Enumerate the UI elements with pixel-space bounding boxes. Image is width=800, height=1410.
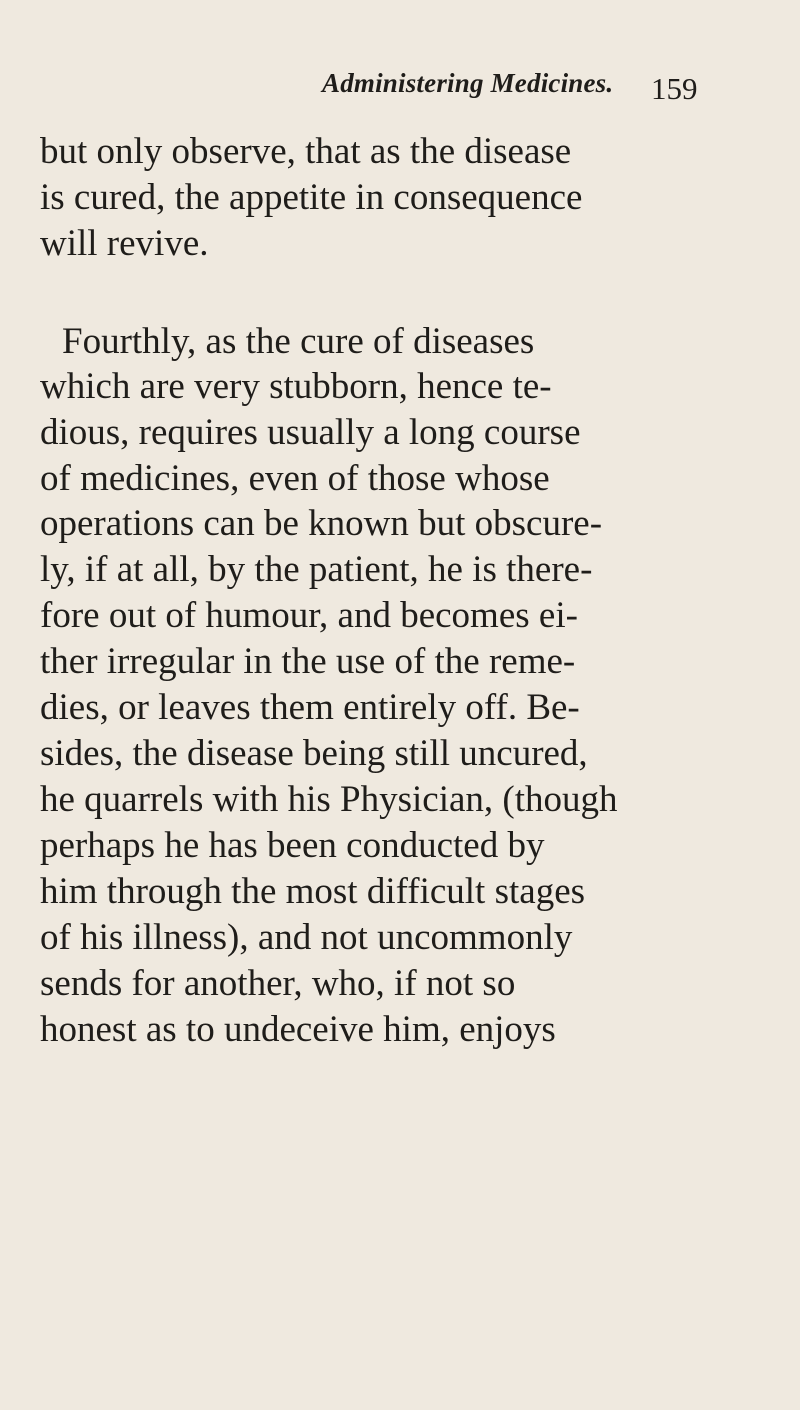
page-number: 159: [651, 71, 698, 106]
text-line: honest as to undeceive him, enjoys: [40, 1009, 556, 1050]
text-line: dies, or leaves them entirely off. Be-: [40, 687, 580, 728]
text-line: operations can be known but obscure-: [40, 503, 603, 544]
text-line: which are very stubborn, hence te-: [40, 366, 552, 407]
text-line: perhaps he has been conducted by: [40, 825, 545, 866]
running-head-title: Administering Medicines.: [322, 68, 614, 98]
text-line: Fourthly, as the cure of diseases: [62, 321, 535, 362]
text-line: dious, requires usually a long course: [40, 412, 581, 453]
text-line: sides, the disease being still uncured,: [40, 733, 588, 774]
text-line: fore out of humour, and becomes ei-: [40, 595, 578, 636]
text-line: of his illness), and not uncommonly: [40, 917, 573, 958]
text-line: him through the most difficult stages: [40, 871, 586, 912]
text-line: will revive.: [40, 223, 209, 264]
text-line: he quarrels with his Physician, (though: [40, 779, 618, 820]
text-line: sends for another, who, if not so: [40, 963, 516, 1004]
text-line: is cured, the appetite in consequence: [40, 177, 583, 218]
text-line: of medicines, even of those whose: [40, 458, 550, 499]
text-line: but only observe, that as the disease: [40, 131, 572, 172]
text-line: ther irregular in the use of the reme-: [40, 641, 576, 682]
text-line: ly, if at all, by the patient, he is there-: [40, 549, 593, 590]
